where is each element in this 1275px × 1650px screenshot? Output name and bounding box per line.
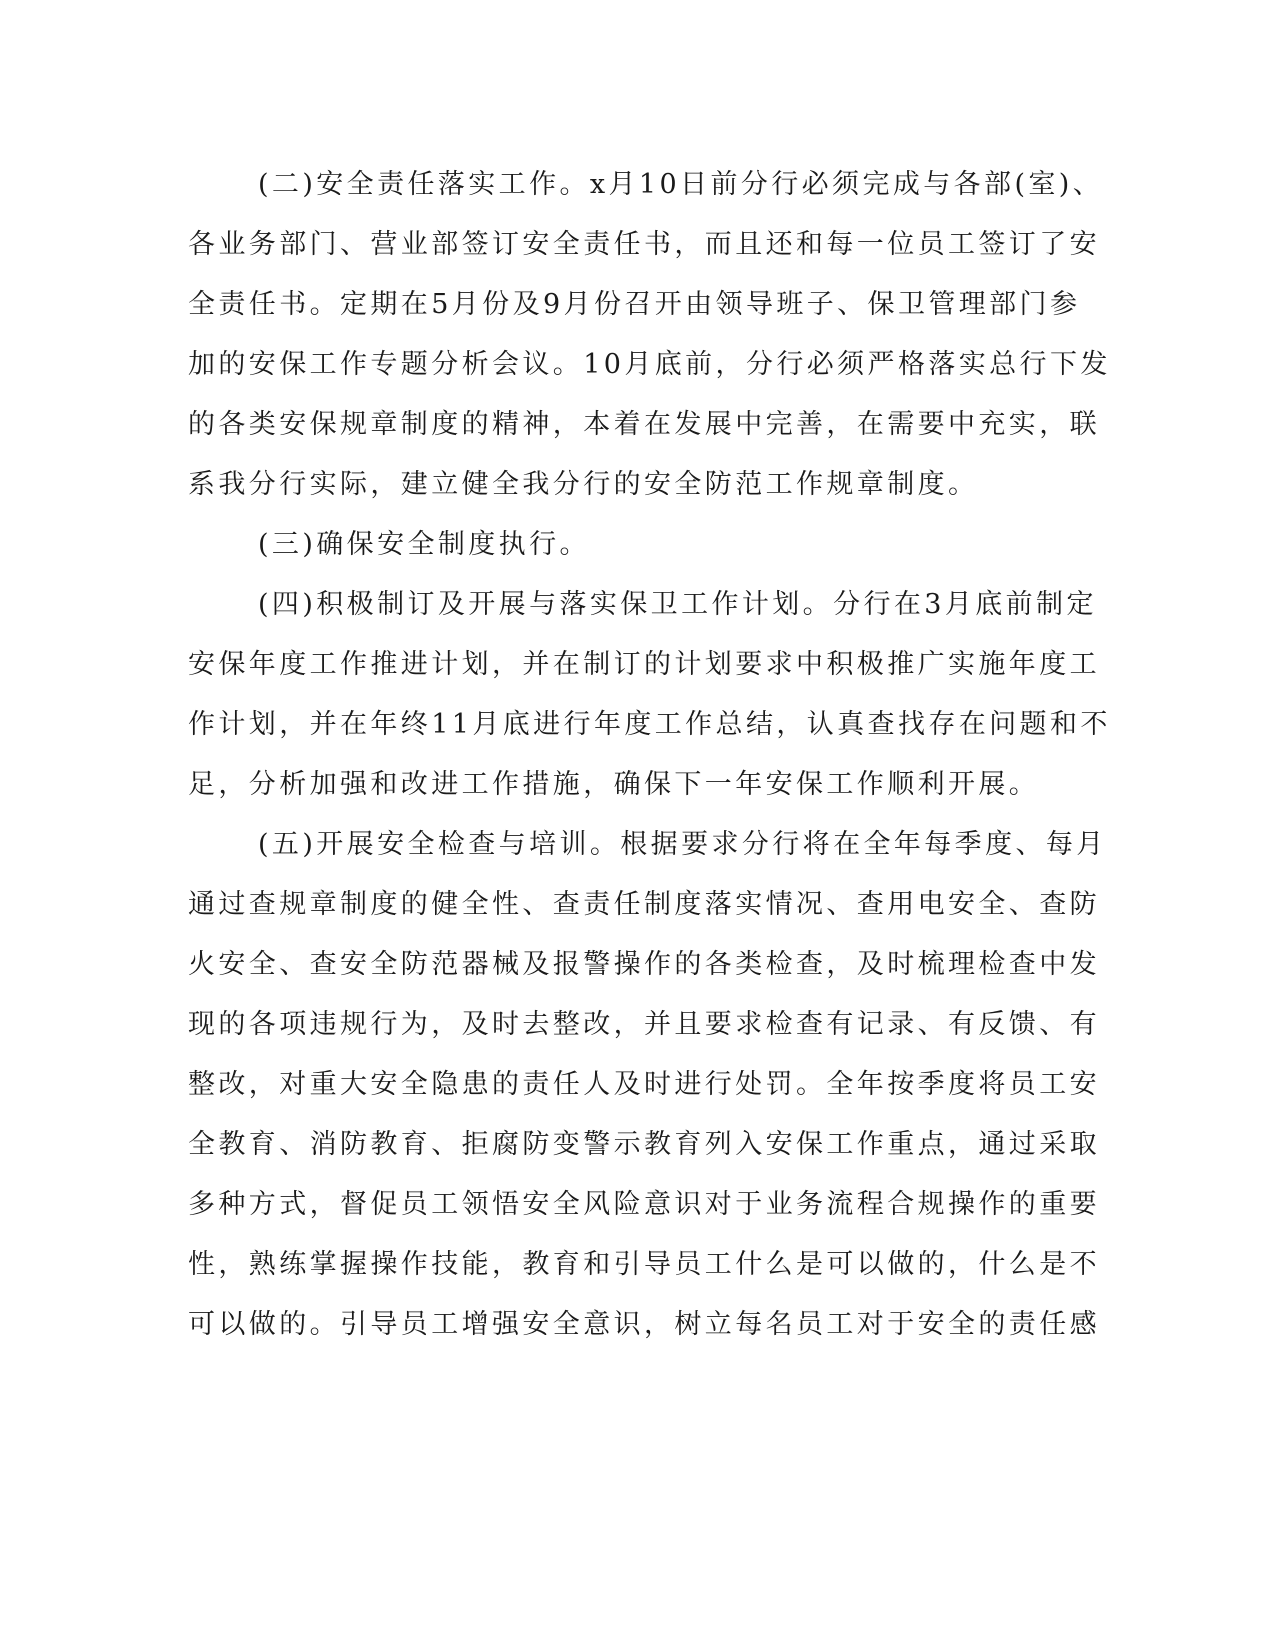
text-line: 现的各项违规行为，及时去整改，并且要求检查有记录、有反馈、有 — [188, 1009, 1100, 1040]
text-line: 系我分行实际，建立健全我分行的安全防范工作规章制度。 — [188, 469, 979, 500]
text-line: 通过查规章制度的健全性、查责任制度落实情况、查用电安全、查防 — [188, 889, 1100, 920]
text-line: 安保年度工作推进计划，并在制订的计划要求中积极推广实施年度工 — [188, 649, 1100, 680]
document-body — [188, 155, 1111, 1355]
text-line: 全责任书。定期在5月份及9月份召开由领导班子、保卫管理部门参 — [188, 289, 1081, 320]
text-line: 各业务部门、营业部签订安全责任书，而且还和每一位员工签订了安 — [188, 229, 1100, 260]
text-line: 性，熟练掌握操作技能，教育和引导员工什么是可以做的，什么是不 — [188, 1249, 1100, 1280]
text-line: 足，分析加强和改进工作措施，确保下一年安保工作顺利开展。 — [188, 769, 1040, 800]
text-line: 可以做的。引导员工增强安全意识，树立每名员工对于安全的责任感 — [188, 1309, 1100, 1340]
text-line: 全教育、消防教育、拒腐防变警示教育列入安保工作重点，通过采取 — [188, 1129, 1100, 1160]
text-line: (三)确保安全制度执行。 — [258, 529, 590, 560]
text-line: 火安全、查安全防范器械及报警操作的各类检查，及时梳理检查中发 — [188, 949, 1100, 980]
text-line: (二)安全责任落实工作。x月10日前分行必须完成与各部(室)、 — [258, 169, 1104, 200]
text-line: 作计划，并在年终11月底进行年度工作总结，认真查找存在问题和不 — [188, 709, 1111, 740]
text-line: 的各类安保规章制度的精神，本着在发展中完善，在需要中充实，联 — [188, 409, 1100, 440]
text-line: (四)积极制订及开展与落实保卫工作计划。分行在3月底前制定 — [258, 589, 1097, 620]
text-line: (五)开展安全检查与培训。根据要求分行将在全年每季度、每月 — [258, 829, 1107, 860]
text-line: 多种方式，督促员工领悟安全风险意识对于业务流程合规操作的重要 — [188, 1189, 1100, 1220]
text-line: 加的安保工作专题分析会议。10月底前，分行必须严格落实总行下发 — [188, 349, 1111, 380]
text-line: 整改，对重大安全隐患的责任人及时进行处罚。全年按季度将员工安 — [188, 1069, 1100, 1100]
